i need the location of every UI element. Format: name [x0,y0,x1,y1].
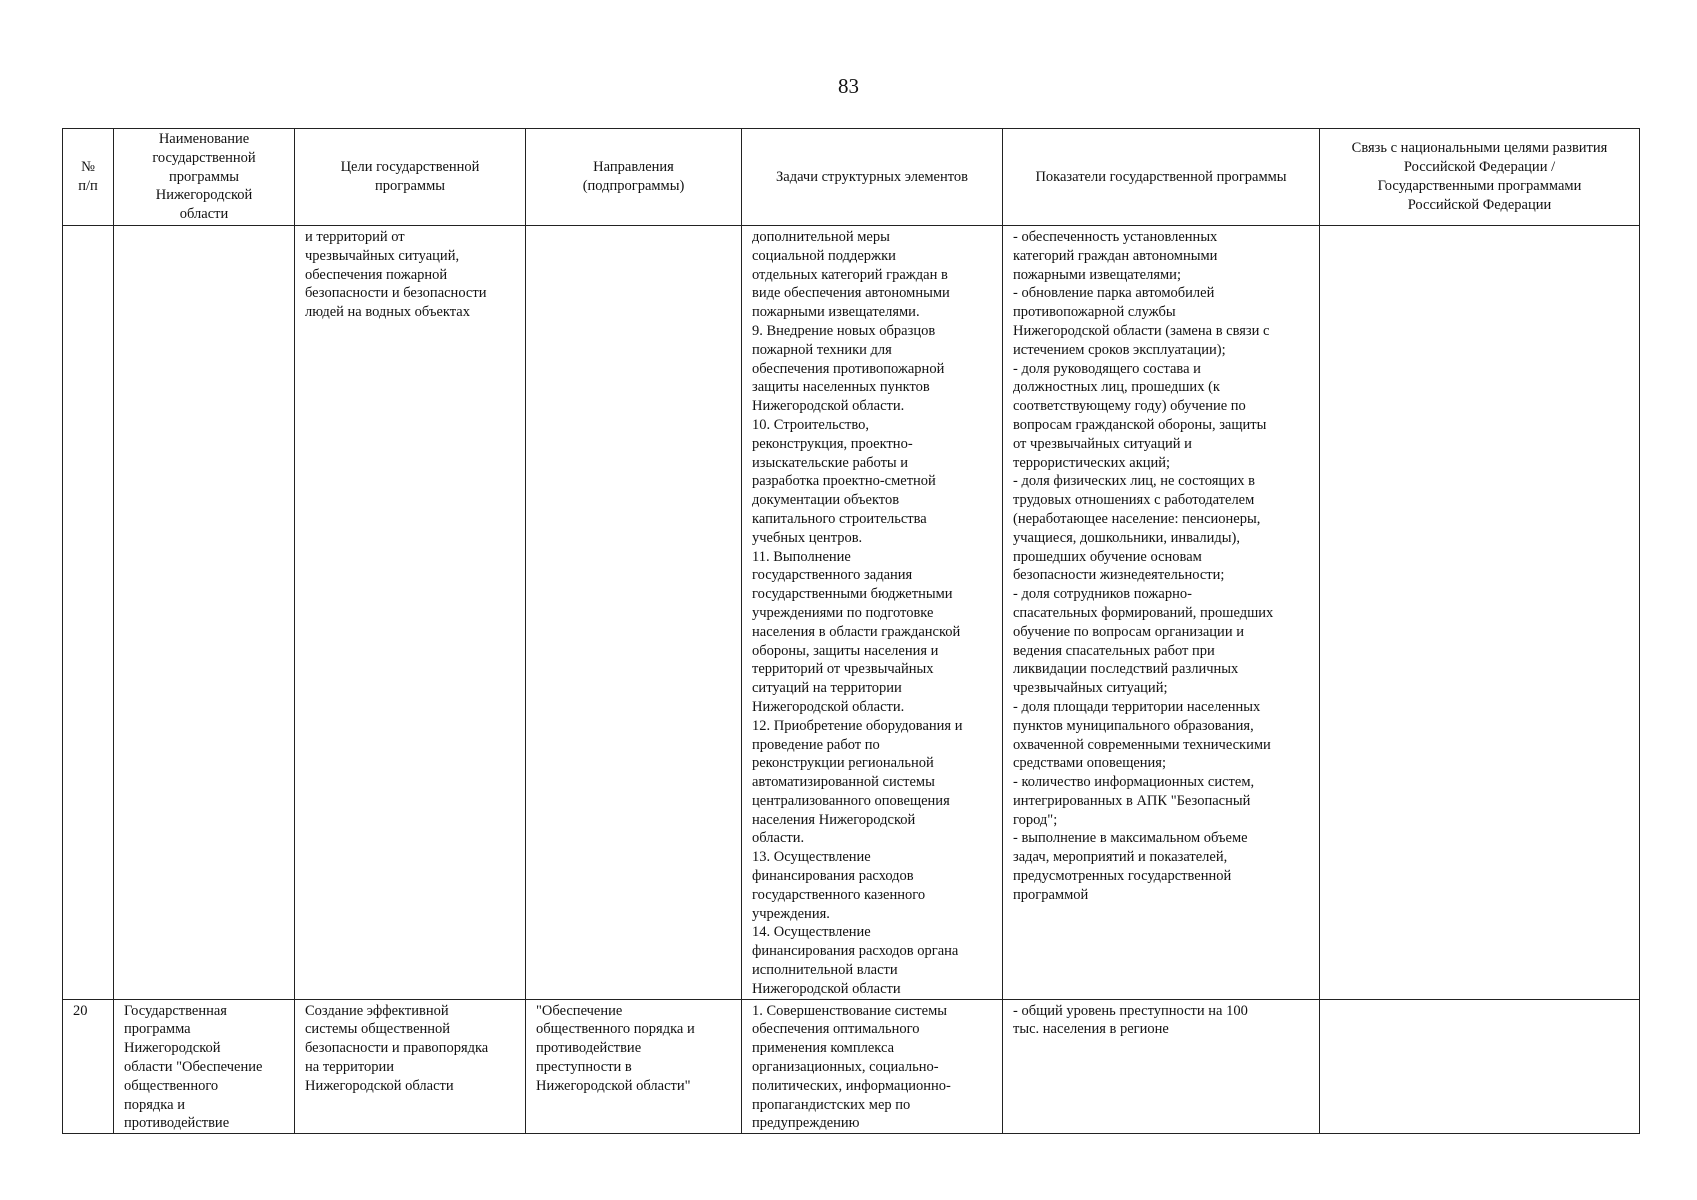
text-line: населения в области гражданской [752,623,961,640]
text-line: Наименование [158,131,250,147]
text-line: защиты населенных пунктов [752,379,930,396]
header-program-name [114,129,295,226]
text-line: 14. Осуществление [752,924,871,941]
text-line: 9. Внедрение новых образцов [752,322,936,339]
text-line: Задачи структурных элементов [776,168,968,185]
text-line: порядка и [124,1096,185,1113]
text-line: Государственными программами [1377,177,1582,194]
text-line: ликвидации последствий различных [1013,661,1239,678]
text-line: № [81,159,95,176]
text-line: области [179,206,229,223]
text-line: Российской Федерации [1407,196,1552,213]
text-line: Показатели государственной программы [1035,168,1287,185]
text-line: автоматизированной системы [752,774,935,791]
page-number: 83 [838,74,859,98]
text-line: программы [375,177,445,194]
text-line: Нижегородской [155,187,253,204]
text-line: программы [169,168,239,185]
text-line: 1. Совершенствование системы [752,1002,947,1019]
text-line: населения Нижегородской [752,811,916,828]
text-line: ситуаций на территории [752,680,902,697]
row-number [63,225,114,999]
indicators-cell [1003,225,1320,999]
text-line: финансирования расходов [752,868,914,885]
text-line: пунктов муниципального образования, [1013,717,1254,734]
text-line: тыс. населения в регионе [1013,1021,1169,1038]
text-line: террористических акций; [1013,454,1171,471]
text-line: категорий граждан автономными [1013,247,1218,264]
text-line: спасательных формирований, прошедших [1013,604,1274,621]
text-line: обороны, защиты населения и [752,642,939,659]
table-header-row [63,129,1640,226]
text-line: государственными бюджетными [752,586,953,603]
text-line: и территорий от [305,228,405,245]
text-line: обеспечения противопожарной [752,360,945,377]
text-line: безопасности и безопасности [305,285,487,302]
text-line: Направления [593,159,674,176]
text-line: противодействие [124,1115,230,1132]
text-line: виде обеспечения автономными [752,285,950,302]
directions-cell [526,225,742,999]
text-line: п/п [78,177,98,194]
header-goals [295,129,526,226]
tasks-cell [742,225,1003,999]
text-line: Цели государственной [340,159,480,176]
text-line: общественного [124,1077,219,1094]
tasks-cell [742,999,1003,1134]
text-line: предупреждению [752,1115,860,1132]
header-tasks [742,129,1003,226]
text-line: реконструкция, проектно- [752,435,913,452]
text-line: исполнительной власти [752,962,898,979]
text-line: финансирования расходов органа [752,943,959,960]
text-line: "Обеспечение [536,1002,623,1019]
text-line: области. [752,830,805,847]
text-line: программой [1013,886,1089,903]
text-line: - выполнение в максимальном объеме [1013,830,1248,847]
header-indicators [1003,129,1320,226]
text-line: Нижегородской [124,1040,221,1057]
text-line: вопросам гражданской обороны, защиты [1013,416,1267,433]
text-line: политических, информационно- [752,1077,951,1094]
table-row [63,999,1640,1134]
text-line: - общий уровень преступности на 100 [1013,1002,1248,1019]
text-line: ведения спасательных работ при [1013,642,1215,659]
text-line: обеспечения пожарной [305,266,448,283]
text-line: - доля физических лиц, не состоящих в [1013,473,1256,490]
text-line: охваченной современными техническими [1013,736,1271,753]
national-goals-link-cell [1320,999,1640,1134]
text-line: пропагандистских мер по [752,1096,911,1113]
text-line: предусмотренных государственной [1013,868,1232,885]
text-line: средствами оповещения; [1013,755,1167,772]
text-line: 11. Выполнение [752,548,851,565]
text-line: 10. Строительство, [752,416,870,433]
text-line: учащиеся, дошкольники, инвалиды), [1013,529,1240,546]
text-line: программа [124,1021,191,1038]
text-line: Нижегородской области" [536,1077,691,1094]
text-line: учреждения. [752,905,830,922]
text-line: учреждениями по подготовке [752,604,934,621]
text-line: - доля руководящего состава и [1013,360,1201,377]
program-name-cell [114,999,295,1134]
text-line: Связь с национальными целями развития [1351,140,1608,157]
text-line: реконструкции региональной [752,755,934,772]
text-line: 12. Приобретение оборудования и [752,717,963,734]
text-line: - доля площади территории населенных [1013,698,1261,715]
text-line: Российской Федерации / [1403,159,1556,176]
text-line: преступности в [536,1059,632,1076]
text-line: Нижегородской области. [752,698,905,715]
text-line: Нижегородской области (замена в связи с [1013,322,1270,339]
text-line: разработка проектно-сметной [752,473,936,490]
text-line: прошедших обучение основам [1013,548,1202,565]
text-line: задач, мероприятий и показателей, [1013,849,1228,866]
text-line: капитального строительства [752,510,927,527]
text-line: безопасности и правопорядка [305,1040,489,1057]
national-goals-link-cell [1320,225,1640,999]
text-line: безопасности жизнедеятельности; [1013,567,1225,584]
header-directions [526,129,742,226]
text-line: - обновление парка автомобилей [1013,285,1215,302]
indicators-cell [1003,999,1320,1134]
text-line: Создание эффективной [305,1002,449,1019]
text-line: Государственная [124,1002,227,1019]
text-line: город"; [1013,811,1058,828]
text-line: Нижегородской области. [752,398,905,415]
text-line: государственной [152,149,256,166]
text-line: 13. Осуществление [752,849,871,866]
text-line: пожарными извещателями. [752,304,920,321]
text-line: отдельных категорий граждан в [752,266,948,283]
text-line: государственного казенного [752,886,926,903]
text-line: области "Обеспечение [124,1059,263,1076]
program-table [62,128,1640,1134]
goals-cell [295,225,526,999]
program-name-cell [114,225,295,999]
table-row [63,225,1640,999]
text-line: пожарной техники для [752,341,892,358]
row-number: 20 [63,999,114,1134]
text-line: противодействие [536,1040,642,1057]
header-national-goals-link [1320,129,1640,226]
text-line: от чрезвычайных ситуаций и [1013,435,1192,452]
text-line: централизованного оповещения [752,792,950,809]
text-line: (неработающее население: пенсионеры, [1013,510,1261,527]
text-line: на территории [305,1059,395,1076]
text-line: государственного задания [752,567,913,584]
text-line: системы общественной [305,1021,451,1038]
text-line: людей на водных объектах [305,304,470,321]
text-line: пожарными извещателями; [1013,266,1181,283]
text-line: обучение по вопросам организации и [1013,623,1244,640]
text-line: трудовых отношениях с работодателем [1013,492,1255,509]
text-line: организационных, социально- [752,1059,939,1076]
text-line: - обеспеченность установленных [1013,228,1218,245]
text-line: Нижегородской области [752,980,901,997]
text-line: чрезвычайных ситуаций; [1013,680,1168,697]
text-line: чрезвычайных ситуаций, [305,247,460,264]
text-line: изыскательские работы и [752,454,909,471]
text-line: социальной поддержки [752,247,896,264]
text-line: обеспечения оптимального [752,1021,920,1038]
text-line: проведение работ по [752,736,880,753]
header-num [63,129,114,226]
text-line: учебных центров. [752,529,863,546]
text-line: общественного порядка и [536,1021,695,1038]
text-line: территорий от чрезвычайных [752,661,934,678]
text-line: Нижегородской области [305,1077,454,1094]
text-line: - доля сотрудников пожарно- [1013,586,1192,603]
goals-cell [295,999,526,1134]
text-line: должностных лиц, прошедших (к [1013,379,1220,396]
text-line: дополнительной меры [752,228,890,245]
text-line: интегрированных в АПК "Безопасный [1013,792,1251,809]
text-line: противопожарной службы [1013,304,1176,321]
text-line: документации объектов [752,492,900,509]
directions-cell [526,999,742,1134]
text-line: соответствующему году) обучение по [1013,398,1246,415]
text-line: применения комплекса [752,1040,895,1057]
text-line: (подпрограммы) [582,177,685,194]
text-line: - количество информационных систем, [1013,774,1255,791]
text-line: истечением сроков эксплуатации); [1013,341,1226,358]
